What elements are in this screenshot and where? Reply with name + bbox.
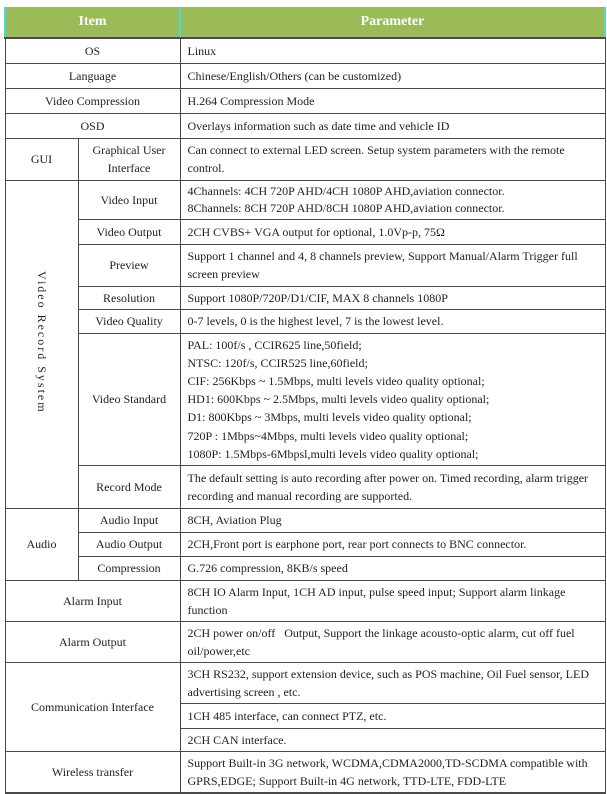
param-language: Chinese/English/Others (can be customized): [180, 63, 605, 88]
param-wireless-transfer: Support Built-in 3G network, WCDMA,CDMA2000,TD-SCDMA compatible with GPRS,EDGE; Support Built-in 4G network, TTD-LTE, FDD-LTE: [180, 751, 605, 793]
item-video-output: Video Output: [78, 219, 180, 244]
param-record-mode: The default setting is auto recording after power on. Timed recording, alarm trigger recording and manual recording are supported.: [180, 465, 605, 508]
item-alarm-output: Alarm Output: [5, 621, 180, 662]
row-video-output: [5, 219, 605, 244]
row-record-mode: [5, 465, 605, 508]
row-preview: [5, 244, 605, 286]
row-gui: [5, 138, 605, 180]
header-row: [5, 7, 605, 38]
item-audio-input: Audio Input: [78, 508, 180, 532]
param-audio-input: 8CH, Aviation Plug: [180, 508, 605, 532]
param-gui: Can connect to external LED screen. Setup system parameters with the remote control.: [180, 138, 605, 180]
row-audio-input: [5, 508, 605, 532]
param-video-standard-hd1: HD1: 600Kbps ~ 2.5Mbps, multi levels video quality optional;: [187, 392, 490, 407]
group-audio: Audio: [5, 508, 78, 580]
row-os: [5, 38, 605, 63]
item-osd: OSD: [5, 113, 180, 138]
row-comm-rs232: [5, 662, 605, 703]
param-comm-rs232: 3CH RS232, support extension device, such as POS machine, Oil Fuel sensor, LED advertising screen , etc.: [180, 662, 605, 703]
item-video-quality: Video Quality: [78, 309, 180, 333]
spec-table: [4, 7, 606, 794]
group-video-record-system: [5, 180, 78, 508]
param-preview: Support 1 channel and 4, 8 channels preview, Support Manual/Alarm Trigger full screen preview: [180, 244, 605, 286]
param-video-input-line1: 4Channels: 4CH 720P AHD/4CH 1080P AHD,aviation connector.: [187, 183, 505, 198]
item-resolution: Resolution: [78, 286, 180, 309]
param-audio-output: 2CH,Front port is earphone port, rear port connects to BNC connector.: [180, 532, 605, 556]
item-gui-sub: Graphical User Interface: [78, 138, 180, 180]
param-video-output: 2CH CVBS+ VGA output for optional, 1.0Vp-p, 75Ω: [180, 219, 605, 244]
param-video-compression: H.264 Compression Mode: [180, 88, 605, 113]
param-video-standard-d1: D1: 800Kbps ~ 3Mbps, multi levels video quality optional;: [187, 410, 472, 425]
param-video-standard-720p: 720P : 1Mbps~4Mbps, multi levels video quality optional;: [187, 428, 469, 443]
param-video-standard: [180, 333, 605, 465]
row-osd: [5, 113, 605, 138]
param-os: Linux: [180, 38, 605, 63]
header-parameter: Parameter: [180, 7, 605, 38]
item-wireless-transfer: Wireless transfer: [5, 751, 180, 793]
param-video-input: [180, 180, 605, 219]
group-communication-interface: Communication Interface: [5, 662, 180, 751]
param-comm-485: 1CH 485 interface, can connect PTZ, etc.: [180, 703, 605, 728]
item-alarm-input: Alarm Input: [5, 580, 180, 621]
row-alarm-output: [5, 621, 605, 662]
row-audio-output: [5, 532, 605, 556]
param-video-standard-cif: CIF: 256Kbps ~ 1.5Mbps, multi levels video quality optional;: [187, 373, 485, 388]
param-video-input-line2: 8Channels: 8CH 720P AHD/8CH 1080P AHD,aviation connector.: [187, 200, 505, 215]
item-gui: GUI: [5, 138, 78, 180]
param-audio-compression: G.726 compression, 8KB/s speed: [180, 556, 605, 580]
row-video-quality: [5, 309, 605, 333]
param-osd: Overlays information such as date time and vehicle ID: [180, 113, 605, 138]
group-video-record-system-label: Video Record System: [35, 270, 50, 414]
row-video-standard: [5, 333, 605, 465]
param-resolution: Support 1080P/720P/D1/CIF, MAX 8 channels 1080P: [180, 286, 605, 309]
item-language: Language: [5, 63, 180, 88]
header-item: Item: [5, 7, 180, 38]
row-language: [5, 63, 605, 88]
param-video-standard-1080p: 1080P: 1.5Mbps-6Mbpsl,multi levels video quality optional;: [187, 446, 479, 461]
param-alarm-output: 2CH power on/off Output, Support the linkage acousto-optic alarm, cut off fuel oil/power,etc: [180, 621, 605, 662]
row-video-input: [5, 180, 605, 219]
param-video-standard-pal: PAL: 100f/s , CCIR625 line,50field;: [187, 337, 362, 352]
row-wireless-transfer: [5, 751, 605, 793]
row-audio-compression: [5, 556, 605, 580]
row-resolution: [5, 286, 605, 309]
param-video-quality: 0-7 levels, 0 is the highest level, 7 is the lowest level.: [180, 309, 605, 333]
item-video-standard: Video Standard: [78, 333, 180, 465]
row-alarm-input: [5, 580, 605, 621]
param-comm-can: 2CH CAN interface.: [180, 728, 605, 751]
item-preview: Preview: [78, 244, 180, 286]
item-audio-output: Audio Output: [78, 532, 180, 556]
item-video-compression: Video Compression: [5, 88, 180, 113]
item-record-mode: Record Mode: [78, 465, 180, 508]
row-video-compression: [5, 88, 605, 113]
item-os: OS: [5, 38, 180, 63]
item-video-input: Video Input: [78, 180, 180, 219]
param-alarm-input: 8CH IO Alarm Input, 1CH AD input, pulse speed input; Support alarm linkage function: [180, 580, 605, 621]
param-video-standard-ntsc: NTSC: 120f/s, CCIR525 line,60field;: [187, 355, 368, 370]
item-audio-compression: Compression: [78, 556, 180, 580]
